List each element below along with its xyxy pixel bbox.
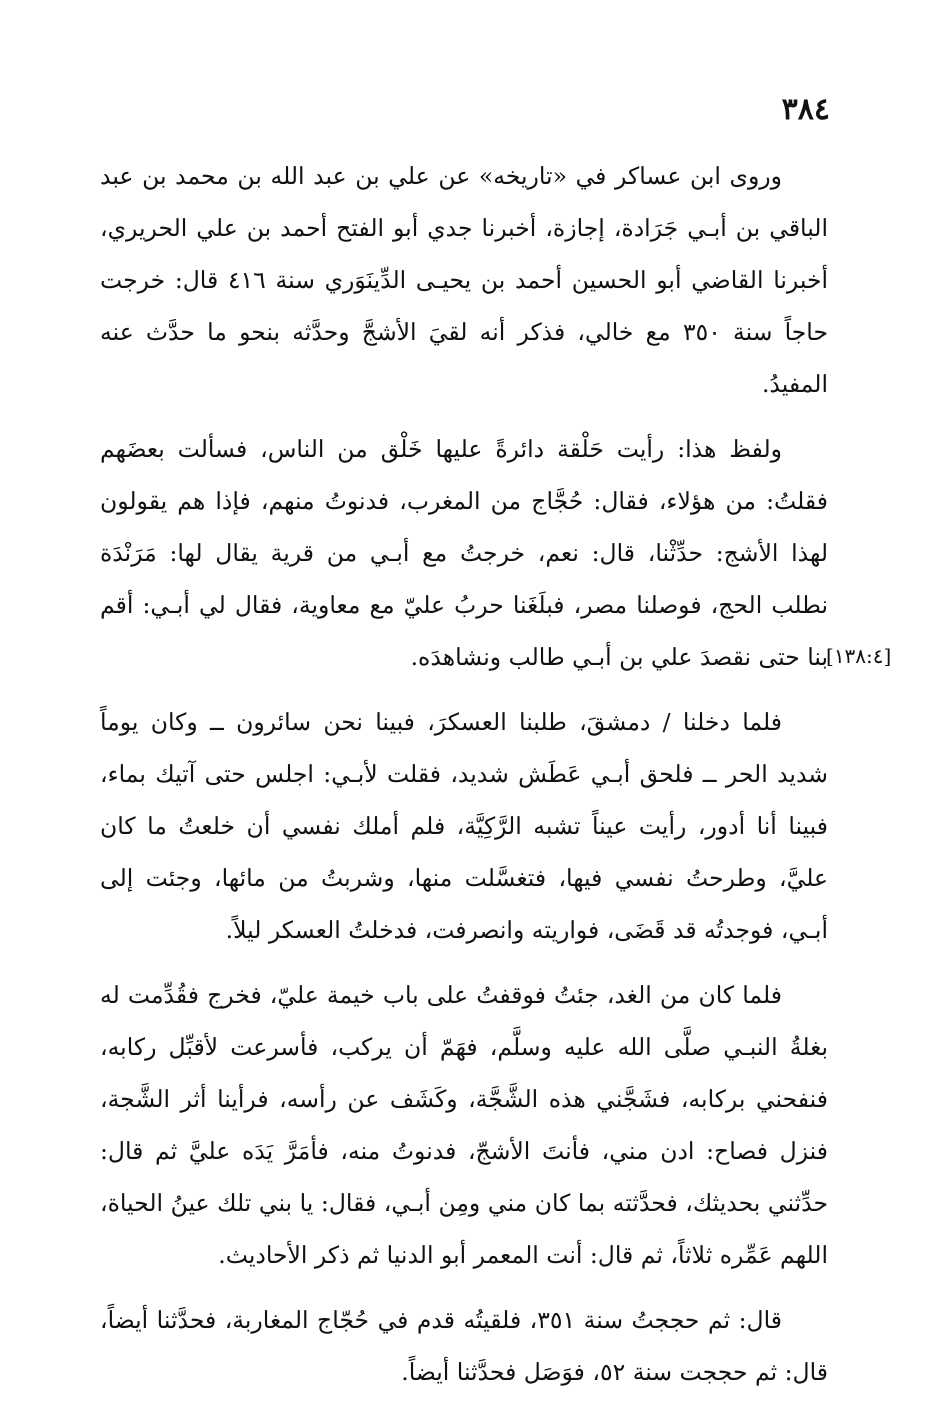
paragraph-2: ولفظ هذا: رأيت حَلْقة دائرةً عليها خَلْق من الناس، فسألت بعضَهم فقلتُ: من هؤلاء، فقال: حُجَّاج من المغرب، فدنوتُ منهم، فإذا هم يقولون لهذا الأشج: حدِّثْنا، قال: نعم، خرجتُ مع أبـي من قرية يقال لها: مَرَنْدَة نطلب الحج، فوصلنا مصر، فبلَغَنا حربُ عليّ مع معاوية، فقال لي أبـي: أقم بنا حتى نقصدَ علي بن أبـي طالب ونشاهدَه.: [100, 435, 828, 671]
paragraph-5: قال: ثم حججتُ سنة ٣٥١، فلقيتُه قدم في حُجّاج المغاربة، فحدَّثنا أيضاً، قال: ثم حججت سنة ٥٢، فوَصَل فحدَّثنا أيضاً.: [100, 1306, 828, 1386]
paragraph-3: فلما دخلنا / دمشقَ، طلبنا العسكرَ، فبينا نحن سائرون ــ وكان يوماً شديد الحر ــ فلحق أبـي عَطَش شديد، فقلت لأبـي: اجلس حتى آتيك بماء، فبينا أنا أدور، رأيت عيناً تشبه الرَّكِيَّة، فلم أملك نفسي أن خلعتُ ما كان عليَّ، وطرحتُ نفسي فيها، فتغسَّلت منها، وشربتُ من مائها، وجئت إلى أبـي، فوجدتُه قد قَضَى، فواريته وانصرفت، فدخلتُ العسكر ليلاً.: [100, 708, 828, 944]
page-number: ٣٨٤: [781, 92, 830, 127]
paragraph-4: فلما كان من الغد، جئتُ فوقفتُ على باب خيمة عليّ، فخرج فقُدِّمت له بغلةُ النبـي صلَّى الله عليه وسلَّم، فهَمّ أن يركب، فأسرعت لأقبِّل ركابه، فنفحني بركابه، فشَجَّني هذه الشَّجَّة، وكَشَف عن رأسه، فرأينا أثر الشَّجة، فنزل فصاح: ادن مني، فأنتَ الأشجّ، فدنوتُ منه، فأمَرَّ يَدَه عليَّ ثم قال: حدِّثني بحديثك، فحدَّثته بما كان مني ومِن أبـي، فقال: يا بني تلك عينُ الحياة، اللهم عَمِّره ثلاثاً، ثم قال: أنت المعمر أبو الدنيا ثم ذكر الأحاديث.: [100, 981, 828, 1269]
margin-reference: [١٣٨:٤]: [826, 644, 892, 668]
text-body: [100, 150, 828, 1411]
paragraph-1: وروى ابن عساكر في «تاريخه» عن علي بن عبد الله بن محمد بن عبد الباقي بن أبـي جَرَادة، إجازة، أخبرنا جدي أبو الفتح أحمد بن علي الحريري، أخبرنا القاضي أبو الحسين أحمد بن يحيـى الدِّينَوَري سنة ٤١٦ قال: خرجت حاجاً سنة ٣٥٠ مع خالي، فذكر أنه لقيَ الأشجَّ وحدَّثه بنحو ما حدَّث عنه المفيدُ.: [100, 162, 829, 398]
